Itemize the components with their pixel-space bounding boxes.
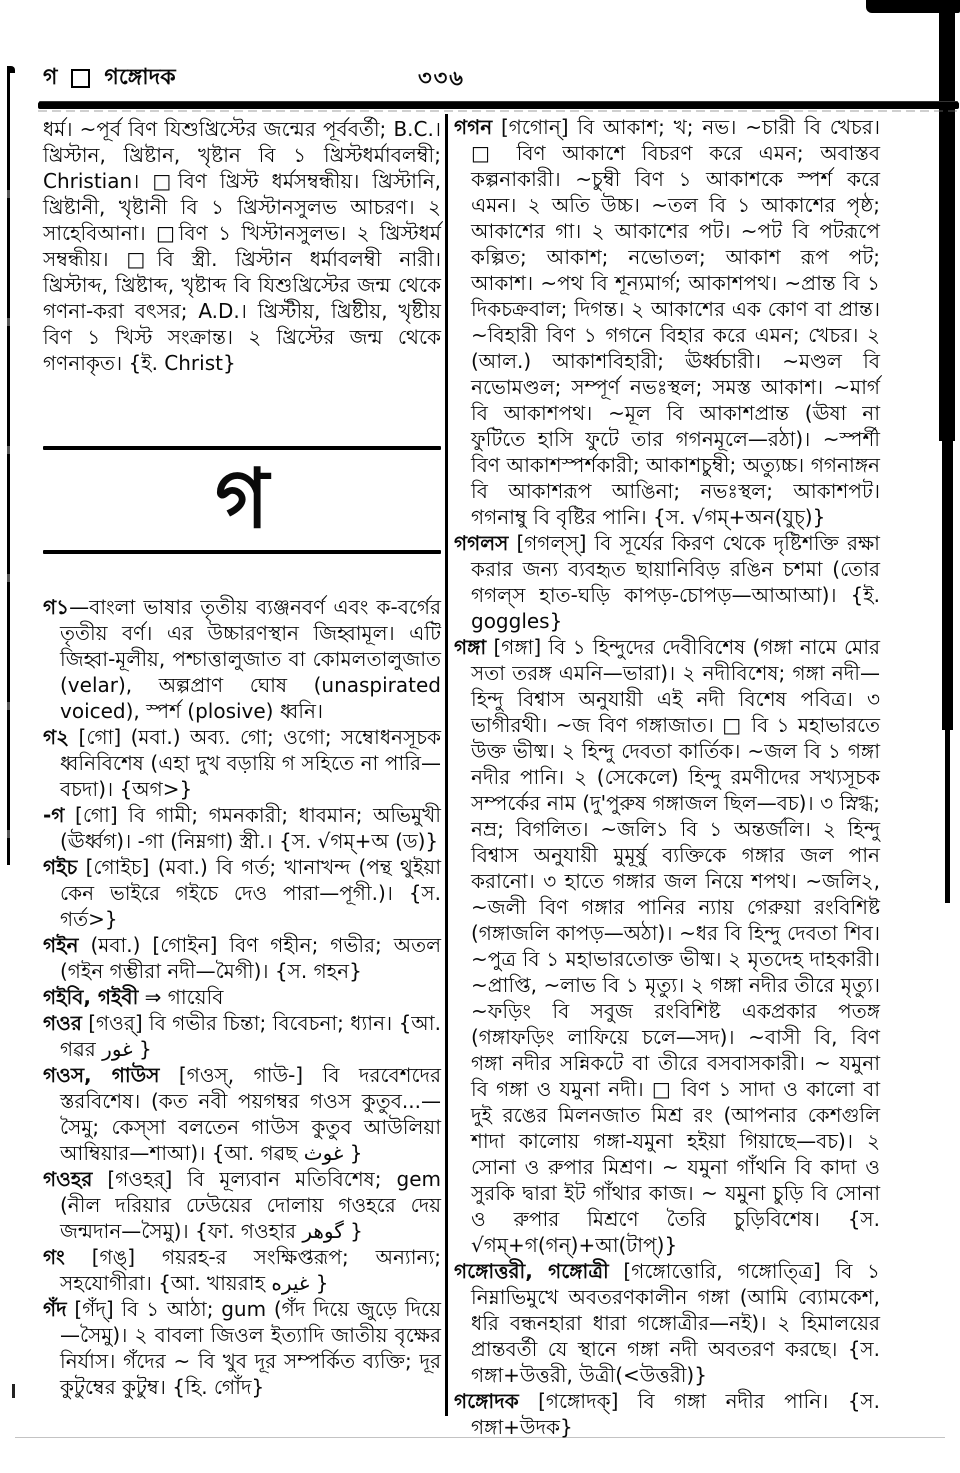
scan-artifact-right-edge-bar bbox=[942, 440, 953, 730]
entry-body: [গঁদ্] বি ১ আঠা; gum (গঁদ দিয়ে জুড়ে দিয়ে—সৈমু)। ২ বাবলা জিওল ইত্যাদি জাতীয় বৃক্ষের নির্যাস। গঁদের ~ বি খুব দূর সম্পর্কিত ব্যক্তি; দূর কুটুম্বের কুটুম্ব। {হি. গোঁদ} bbox=[60, 1297, 441, 1400]
headword: গইবি, গইবী bbox=[43, 985, 139, 1010]
dictionary-entry bbox=[43, 594, 441, 724]
headword: গঁদ bbox=[43, 1297, 67, 1322]
headword: গগন bbox=[454, 115, 493, 139]
entry-body: [গঙ্] গয়রহ-র সংক্ষিপ্তরূপ; অন্যান্য; সহযোগীরা। {আ. খায়রাহ غيره } bbox=[60, 1245, 441, 1296]
dictionary-entry bbox=[454, 634, 880, 1258]
section-divider bbox=[43, 446, 441, 554]
dictionary-entry bbox=[43, 1296, 441, 1400]
headword: গইন bbox=[43, 933, 79, 958]
dictionary-entry bbox=[43, 984, 441, 1010]
left-column bbox=[43, 114, 441, 1418]
entry-body: [গওর্] বি গভীর চিন্তা; বিবেচনা; ধ্যান। {আ. গৱর غور } bbox=[60, 1011, 441, 1062]
entry-body: (মবা.) [গোইন] বিণ গহীন; গভীর; অতল (গইন গম্ভীরা নদী—মৈগী)। {স. গহন} bbox=[60, 933, 441, 984]
headword: গ১ bbox=[43, 595, 70, 620]
continuation-paragraph: ধর্ম। ~পূর্ব বিণ যিশুখ্রিস্টের জন্মের পূর্ববর্তী; B.C.। খ্রিস্টান, খ্রিষ্টান, খৃষ্টান বি ১ খ্রিস্টধর্মাবলম্বী; Christian। □বিণ খ্রিস্ট ধর্মসম্বন্ধীয়। খ্রিস্টানি, খ্রিষ্টানী, খৃষ্টানী বি ১ খ্রিস্টানসুলভ আচরণ। ২ সাহেবিআনা। □বিণ ১ খিস্টানসুলভ। ২ খ্রিস্টধর্ম সম্বন্ধীয়। □বি স্ত্রী. খ্রিস্টান ধর্মাবলম্বী নারী। খ্রিস্টাব্দ, খ্রিষ্টাব্দ, খৃষ্টাব্দ বি যিশুখ্রিস্টের জন্ম থেকে গণনা-করা বৎসর; A.D.। খ্রিস্টীয়, খ্রিষ্টীয়, খৃষ্টীয় বিণ ১ খিস্ট সংক্রান্ত। ২ খ্রিস্টের জন্ম থেকে গণনাকৃত। {ই. Christ} bbox=[43, 117, 441, 375]
entry-body: [গওস্, গাউ-] বি দরবেশদের স্তরবিশেষ। (কত নবী পয়গম্বর গওস কুতুব...—সৈমু; কেস্সা বলতেন গাউস কুতুব আউলিয়া আম্বিয়ার—শাআ)। {আ. গৱছ غوث } bbox=[60, 1063, 441, 1166]
entry-body: ⇒ গায়েবি bbox=[138, 985, 224, 1010]
headword: গঙ্গোদক bbox=[454, 1389, 519, 1413]
entry-body: [গো] (মবা.) অব্য. গো; ওগো; সম্বোধনসূচক ধ্বনিবিশেষ (এহা দুখ বড়ায়ি গ সহিতে না পারি—বচদা)। {অগ>} bbox=[60, 725, 441, 802]
headword: গওহর bbox=[43, 1167, 93, 1192]
headword: -গ bbox=[43, 803, 65, 828]
guide-word: গঙ্গোদক bbox=[104, 65, 176, 90]
dictionary-entry bbox=[454, 1388, 880, 1440]
header-rule bbox=[38, 102, 959, 109]
section-letter-label: গ bbox=[43, 65, 58, 90]
page-body bbox=[43, 114, 886, 1439]
scan-artifact-right-edge-bar bbox=[939, 11, 955, 441]
dictionary-entry bbox=[43, 802, 441, 854]
headword: গওস, গাউস bbox=[43, 1063, 160, 1088]
scan-artifact-left-edge-hook bbox=[7, 66, 15, 73]
running-head bbox=[43, 60, 923, 94]
guide-words bbox=[43, 60, 923, 97]
dictionary-entry bbox=[43, 1166, 441, 1244]
dictionary-entry bbox=[454, 114, 880, 530]
entry-body: [গঙ্গোদক্] বি গঙ্গা নদীর পানি। {স. গঙ্গা+উদক} bbox=[471, 1389, 880, 1439]
dictionary-entry bbox=[43, 1010, 441, 1062]
entry-body: [গগোন্] বি আকাশ; খ; নভ। ~চারী বি খেচর। □ বিণ আকাশে বিচরণ করে এমন; অবাস্তব কল্পনাকারী। ~চুম্বী বিণ ১ আকাশকে স্পর্শ করে এমন। ২ অতি উচ্চ। ~তল বি ১ আকাশের পৃষ্ঠ; আকাশের গা। ২ আকাশের পট। ~পট বি পটরূপে কল্পিত; আকাশ; নভোতল; আকাশ রূপ পট; আকাশ। ~পথ বি শূন্যমার্গ; আকাশপথ। ~প্রান্ত বি ১ দিকচক্রবাল; দিগন্ত। ২ আকাশের এক কোণ বা প্রান্ত। ~বিহারী বিণ ১ গগনে বিহার করে এমন; খেচর। ২ (আল.) আকাশবিহারী; ঊর্ধ্বচারী। ~মণ্ডল বি নভোমণ্ডল; সম্পূর্ণ নভঃস্থল; সমস্ত আকাশ। ~মার্গ বি আকাশপথ। ~মূল বি আকাশপ্রান্ত (ঊষা না ফুটিতে হাসি ফুটে তার গগনমূলে—রঠা)। ~স্পর্শী বিণ আকাশস্পর্শকারী; আকাশচুম্বী; অত্যুচ্চ। গগনাঙ্গন বি আকাশরূপ আঙিনা; নভঃস্থল; আকাশপট। গগনাম্বু বি বৃষ্টির পানি। {স. √গম্+অন(যুচ্)} bbox=[471, 115, 880, 529]
headword: গং bbox=[43, 1245, 65, 1270]
entry-body: [গঙ্গা] বি ১ হিন্দুদের দেবীবিশেষ (গঙ্গা নামে মোর সতা তরঙ্গ এমনি—ভারা)। ২ নদীবিশেষ; গঙ্গা নদী—হিন্দু বিশ্বাস অনুযায়ী এই নদী বিশেষ পবিত্র। ৩ ভাগীরথী। ~জ বিণ গঙ্গাজাত। □ বি ১ মহাভারতে উক্ত ভীষ্ম। ২ হিন্দু দেবতা কার্তিক। ~জল বি ১ গঙ্গা নদীর পানি। ২ (সেকেলে) হিন্দু রমণীদের সখ্যসূচক সম্পর্কের নাম (দু'পুরুষ গঙ্গাজল ছিল—বচ)। ৩ স্নিগ্ধ; নম্র; বিগলিত। ~জলি১ বি ১ অন্তর্জলি। ২ হিন্দু বিশ্বাস অনুযায়ী মুমূর্ষু ব্যক্তিকে গঙ্গার জল পান করানো। ৩ হাতে গঙ্গার জল নিয়ে শপথ। ~জলি২, ~জলী বিণ গঙ্গার পানির ন্যায় গেরুয়া রংবিশিষ্ট (গঙ্গাজলি কাপড়—অঠা)। ~ধর বি হিন্দু দেবতা শিব। ~পুত্র বি ১ মহাভারতোক্ত ভীষ্ম। ২ মৃতদেহ দাহকারী। ~প্রাপ্তি, ~লাভ বি ১ মৃত্যু। ২ গঙ্গা নদীর তীরে মৃত্যু। ~ফড়িং বি সবুজ রংবিশিষ্ট একপ্রকার পতঙ্গ (গঙ্গাফড়িং লাফিয়ে চলে—সদ)। ~বাসী বি, বিণ গঙ্গা নদীর সন্নিকটে বা তীরে বসবাসকারী। ~ যমুনা বি গঙ্গা ও যমুনা নদী। □ বিণ ১ সাদা ও কালো বা দুই রঙের মিলনজাত মিশ্র রং (আপনার কেশগুলি শাদা কালোয় গঙ্গা-যমুনা হইয়া গিয়াছে—বচ)। ২ সোনা ও রুপার মিশ্রণ। ~ যমুনা গাঁথনি বি কাদা ও সুরকি দ্বারা ইট গাঁথার কাজ। ~ যমুনা চুড়ি বি সোনা ও রুপার মিশ্রণে তৈরি চুড়িবিশেষ। {স. √গম্+গ(গন্)+আ(টাপ্)} bbox=[471, 635, 880, 1257]
section-rule-bottom bbox=[43, 550, 441, 554]
section-letter: গ bbox=[215, 452, 269, 547]
scan-artifact-bottom-dash bbox=[12, 1384, 15, 1398]
entry-body: —বাংলা ভাষার তৃতীয় ব্যঞ্জনবর্ণ এবং ক-বর্গের তৃতীয় বর্ণ। এর উচ্চারণস্থান জিহ্বামূল। এটি জিহ্বা-মূলীয়, পশ্চাত্তালুজাত বা কোমলতালুজাত (velar), অল্পপ্রাণ ঘোষ (unaspirated voiced), স্পর্শ (plosive) ধ্বনি। bbox=[60, 595, 441, 724]
dictionary-entry bbox=[43, 854, 441, 932]
dictionary-entry bbox=[43, 932, 441, 984]
scan-artifact-right-edge-bar bbox=[945, 728, 950, 903]
entry-body: [গওহর্] বি মূল্যবান মতিবিশেষ; gem (নীল দরিয়ার ঢেউয়ের দোলায় গওহরে দেয় জন্মদান—সৈমু)। {ফা. গওহার گوهر } bbox=[60, 1167, 441, 1244]
scan-artifact-left-edge-line bbox=[7, 70, 10, 865]
dictionary-entry bbox=[454, 530, 880, 634]
headword: গইচ bbox=[43, 855, 78, 880]
entry-body: [গঙ্গোত্তোরি, গঙ্গোত্ত্রি] বি ১ নিম্নাভিমুখে অবতরণকালীন গঙ্গা (আমি ব্যোমকেশ, ধরি বন্ধনহারা ধারা গঙ্গোত্রীর—নই)। ২ হিমালয়ের প্রান্তবর্তী যে স্থানে গঙ্গা নদী অবতরণ করছে। {স. গঙ্গা+উত্তরী, উত্রী(<উত্তরী)} bbox=[471, 1259, 880, 1387]
box-separator-icon bbox=[71, 69, 90, 88]
right-column bbox=[454, 114, 880, 1439]
headword: গঙ্গা bbox=[454, 635, 487, 659]
entry-body: [গগল্স্] বি সূর্যের কিরণ থেকে দৃষ্টিশক্তি রক্ষা করার জন্য ব্যবহৃত ছায়ানিবিড় রঙিন চশমা (তোর গগল্স হাত-ঘড়ি কাপড়-চোপড়—আআআ)। {ই. goggles} bbox=[471, 531, 880, 633]
headword: গওর bbox=[43, 1011, 82, 1036]
dictionary-entry bbox=[454, 1258, 880, 1388]
column-divider-rule bbox=[445, 114, 448, 1416]
entry-body: [গোইচ] (মবা.) বি গর্ত; খানাখন্দ (পন্থ থুইয়া কেন ভাইরে গইচে দেও পারা—পূগী.)। {স. গর্ত>} bbox=[60, 855, 441, 932]
dictionary-entry bbox=[43, 1244, 441, 1296]
headword: গ২ bbox=[43, 725, 70, 750]
headword: গগলস bbox=[454, 531, 509, 555]
entry-body: [গো] বি গামী; গমনকারী; ধাবমান; অভিমুখী (ঊর্ধ্বগ)। -গা (নিম্নগা) স্ত্রী.। {স. √গম্+অ (ড)} bbox=[60, 803, 441, 854]
dictionary-entry bbox=[43, 1062, 441, 1166]
dictionary-entry bbox=[43, 724, 441, 802]
headword: গঙ্গোত্তরী, গঙ্গোত্রী bbox=[454, 1259, 609, 1283]
page-number: ৩৩৬ bbox=[418, 66, 465, 90]
